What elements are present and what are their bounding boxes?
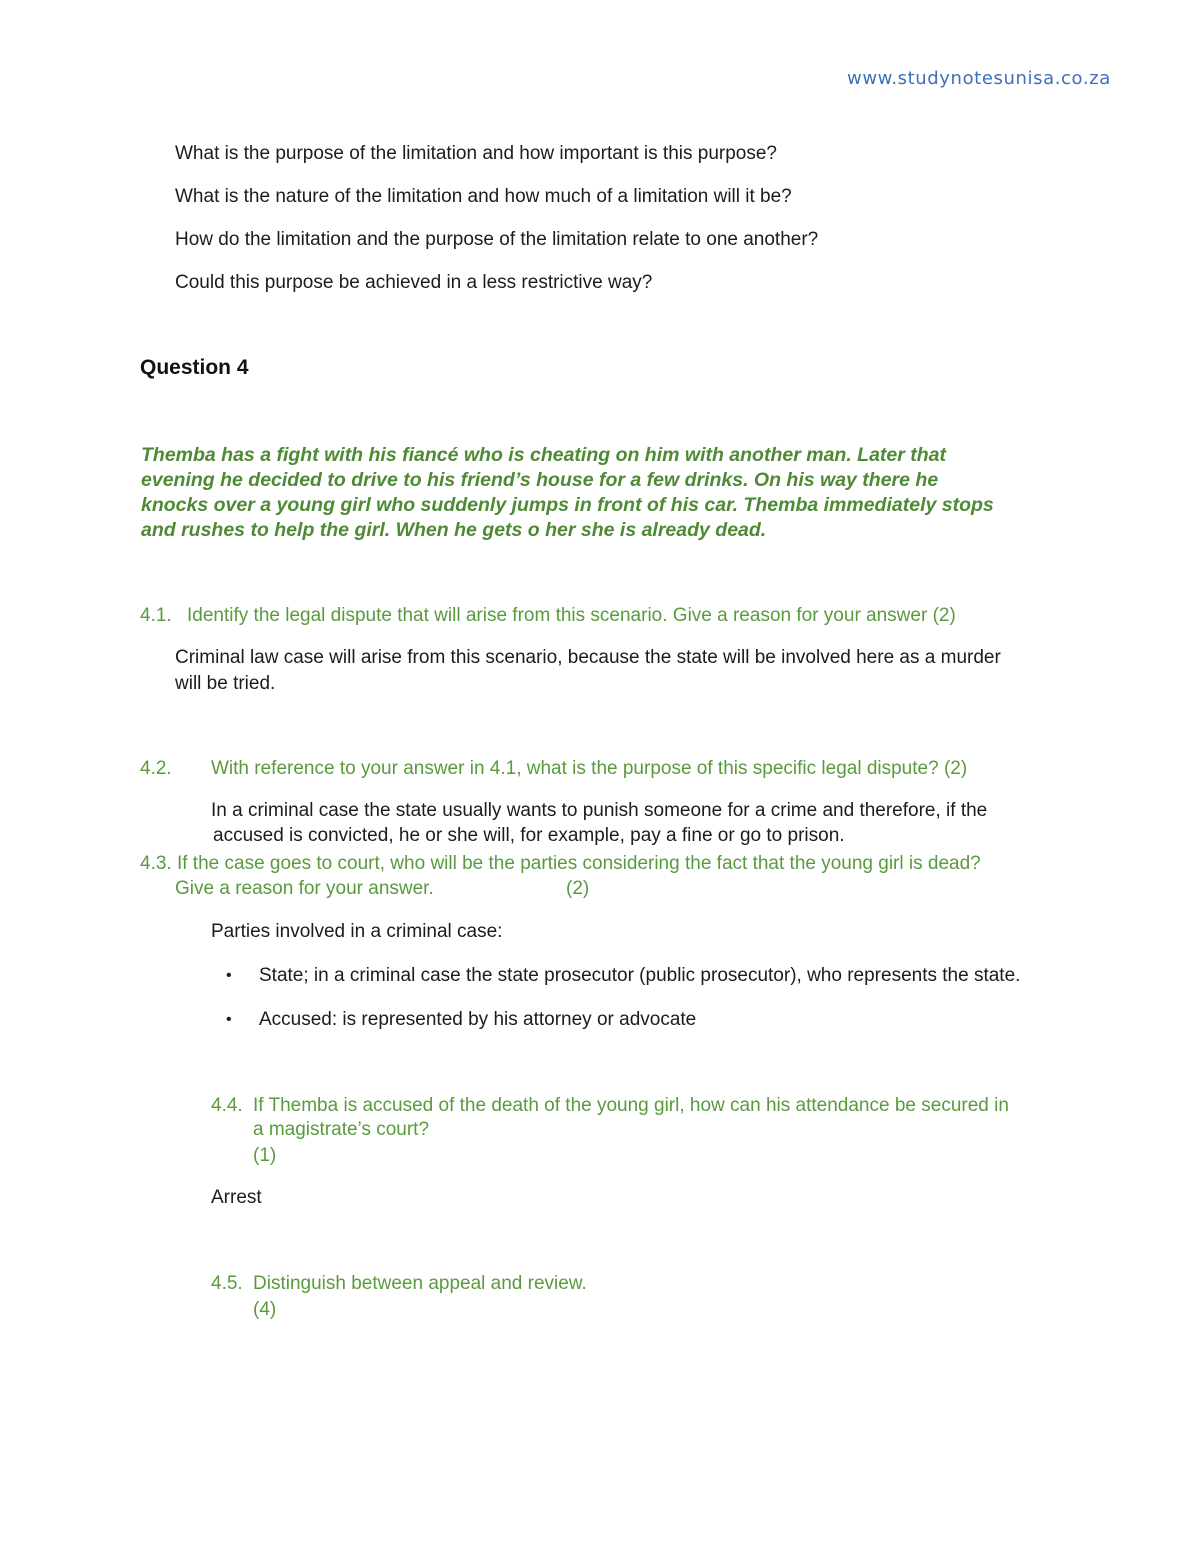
q44-answer: Arrest [211, 1187, 262, 1208]
q43-bullet-2: Accused: is represented by his attorney or advocate [259, 1009, 697, 1030]
scenario-line-2: evening he decided to drive to his friend’s house for a few drinks. On his way there he [141, 469, 939, 491]
bullet-icon: • [226, 967, 232, 984]
scenario-line-4: and rushes to help the girl. When he gets o her she is already dead. [141, 519, 767, 541]
intro-question-4: Could this purpose be achieved in a less restrictive way? [175, 272, 653, 293]
intro-question-3: How do the limitation and the purpose of the limitation relate to one another? [175, 229, 819, 250]
q42-question: With reference to your answer in 4.1, what is the purpose of this specific legal dispute? (2) [211, 758, 968, 779]
q42-answer-line-1: In a criminal case the state usually wants to punish someone for a crime and therefore, if the [211, 800, 988, 821]
q43-marks: (2) [566, 878, 590, 899]
scenario-line-3: knocks over a young girl who suddenly jumps in front of his car. Themba immediately stops [141, 494, 994, 516]
intro-question-2: What is the nature of the limitation and how much of a limitation will it be? [175, 186, 792, 207]
scenario-paragraph [141, 443, 1065, 543]
website-watermark: www.studynotesunisa.co.za [847, 68, 1111, 89]
q42-number: 4.2. [140, 758, 172, 779]
q41-answer-line-1: Criminal law case will arise from this scenario, because the state will be involved here as a murder [175, 647, 1001, 668]
bullet-icon: • [226, 1011, 232, 1028]
q45-number: 4.5. [211, 1273, 243, 1294]
q44-marks: (1) [253, 1145, 277, 1166]
question-heading: Question 4 [140, 356, 249, 379]
q41-number: 4.1. [140, 605, 172, 626]
q45-marks: (4) [253, 1299, 277, 1320]
q43-question-line-2: Give a reason for your answer. [175, 878, 434, 899]
scenario-line-1: Themba has a fight with his fiancé who is cheating on him with another man. Later that [141, 444, 947, 466]
q43-question-line-1: 4.3. If the case goes to court, who will be the parties considering the fact that the young girl is dead? [140, 853, 981, 874]
q45-question: Distinguish between appeal and review. [253, 1273, 587, 1294]
q44-number: 4.4. [211, 1095, 243, 1116]
q43-bullet-1: State; in a criminal case the state prosecutor (public prosecutor), who represents the state. [259, 965, 1021, 986]
q43-answer-intro: Parties involved in a criminal case: [211, 921, 503, 942]
q44-question-line-2: a magistrate’s court? [253, 1119, 430, 1140]
q42-answer-line-2: accused is convicted, he or she will, for example, pay a fine or go to prison. [213, 825, 845, 846]
intro-question-1: What is the purpose of the limitation and how important is this purpose? [175, 143, 777, 164]
q41-answer-line-2: will be tried. [175, 673, 276, 694]
q41-question: Identify the legal dispute that will arise from this scenario. Give a reason for your answer (2) [187, 605, 956, 626]
q44-question-line-1: If Themba is accused of the death of the young girl, how can his attendance be secured in [253, 1095, 1009, 1116]
